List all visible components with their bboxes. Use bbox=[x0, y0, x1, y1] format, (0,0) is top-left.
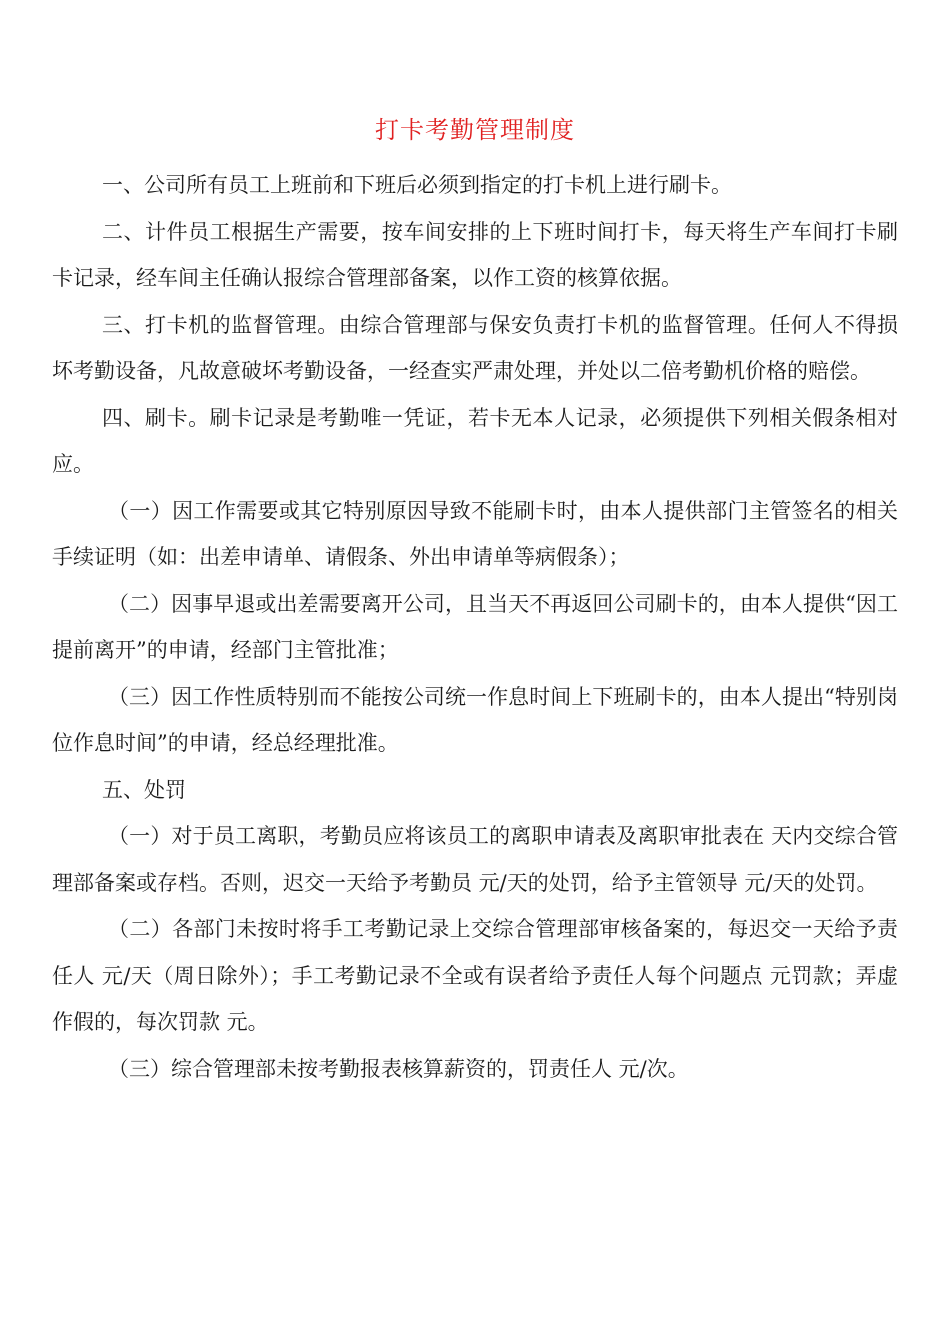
paragraph-clause-1: 一、公司所有员工上班前和下班后必须到指定的打卡机上进行刷卡。 bbox=[102, 173, 732, 197]
paragraph-clause-4-item-2: （二）因事早退或出差需要离开公司，且当天不再返回公司刷卡的，由本人提供“因工提前离开”的申请，经部门主管批准； bbox=[52, 591, 898, 662]
document-title: 打卡考勤管理制度 bbox=[375, 116, 575, 144]
document-body bbox=[52, 162, 898, 1092]
paragraph-clause-4-item-3: （三）因工作性质特别而不能按公司统一作息时间上下班刷卡的，由本人提出“特别岗位作息时间”的申请，经总经理批准。 bbox=[52, 684, 898, 755]
paragraph-clause-5-item-2: （二）各部门未按时将手工考勤记录上交综合管理部审核备案的，每迟交一天给予责任人 元/天（周日除外）；手工考勤记录不全或有误者给予责任人每个问题点 元罚款；弄虚作假的，每次罚款 元。 bbox=[52, 917, 898, 1034]
paragraph-clause-5-item-1: （一）对于员工离职，考勤员应将该员工的离职申请表及离职审批表在 天内交综合管理部备案或存档。否则，迟交一天给予考勤员 元/天的处罚，给予主管领导 元/天的处罚。 bbox=[52, 824, 898, 895]
paragraph-clause-4-item-1: （一）因工作需要或其它特别原因导致不能刷卡时，由本人提供部门主管签名的相关手续证明（如：出差申请单、请假条、外出申请单等病假条）； bbox=[52, 498, 898, 569]
paragraph-clause-5-heading: 五、处罚 bbox=[102, 777, 186, 802]
paragraph-clause-2: 二、计件员工根据生产需要，按车间安排的上下班时间打卡，每天将生产车间打卡刷卡记录，经车间主任确认报综合管理部备案，以作工资的核算依据。 bbox=[52, 219, 898, 290]
paragraph-clause-4: 四、刷卡。刷卡记录是考勤唯一凭证，若卡无本人记录，必须提供下列相关假条相对应。 bbox=[52, 405, 898, 476]
paragraph-clause-3: 三、打卡机的监督管理。由综合管理部与保安负责打卡机的监督管理。任何人不得损坏考勤设备，凡故意破坏考勤设备，一经查实严肃处理，并处以二倍考勤机价格的赔偿。 bbox=[52, 312, 898, 383]
paragraph-clause-5-item-3: （三）综合管理部未按考勤报表核算薪资的，罚责任人 元/次。 bbox=[108, 1056, 689, 1081]
